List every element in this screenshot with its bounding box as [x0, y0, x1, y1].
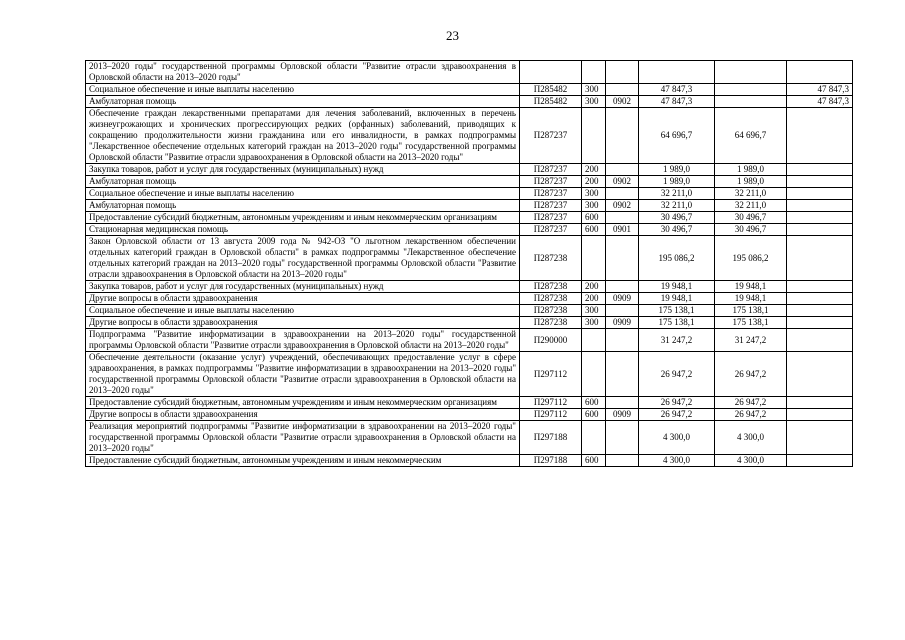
expense-type-cell: 600 [582, 397, 606, 409]
regional-amount-cell: 26 947,2 [715, 352, 787, 397]
total-amount-cell: 195 086,2 [639, 236, 715, 281]
target-article-cell: П290000 [520, 329, 582, 352]
description-cell: Другие вопросы в области здравоохранения [86, 293, 520, 305]
federal-amount-cell [787, 224, 853, 236]
section-subsection-cell [606, 397, 639, 409]
expense-type-cell: 300 [582, 84, 606, 96]
section-subsection-cell [606, 421, 639, 455]
table-row [86, 84, 853, 96]
table-row [86, 176, 853, 188]
total-amount-cell: 1 989,0 [639, 164, 715, 176]
expense-type-cell [582, 329, 606, 352]
regional-amount-cell: 175 138,1 [715, 317, 787, 329]
description-cell: Обеспечение деятельности (оказание услуг) учреждений, обеспечивающих предоставление услуг в сфере здравоохранения, в рамках подпрограммы "Развитие информатизации в здравоохранении на 2013–2020 годы" государственной программы Орловской области "Развитие отрасли здравоохранения в Орловской области на 2013–2020 годы" [86, 352, 520, 397]
federal-amount-cell [787, 329, 853, 352]
total-amount-cell: 26 947,2 [639, 409, 715, 421]
table-row [86, 329, 853, 352]
federal-amount-cell [787, 176, 853, 188]
federal-amount-cell [787, 455, 853, 467]
total-amount-cell: 26 947,2 [639, 352, 715, 397]
regional-amount-cell [715, 84, 787, 96]
regional-amount-cell: 175 138,1 [715, 305, 787, 317]
total-amount-cell [639, 61, 715, 84]
expense-type-cell: 200 [582, 281, 606, 293]
regional-amount-cell: 26 947,2 [715, 409, 787, 421]
budget-table [85, 60, 853, 467]
total-amount-cell: 30 496,7 [639, 224, 715, 236]
description-cell: Закупка товаров, работ и услуг для государственных (муниципальных) нужд [86, 281, 520, 293]
total-amount-cell: 4 300,0 [639, 455, 715, 467]
target-article-cell: П287237 [520, 176, 582, 188]
section-subsection-cell [606, 352, 639, 397]
section-subsection-cell [606, 61, 639, 84]
total-amount-cell: 19 948,1 [639, 281, 715, 293]
target-article-cell: П285482 [520, 96, 582, 108]
federal-amount-cell [787, 409, 853, 421]
regional-amount-cell: 32 211,0 [715, 200, 787, 212]
expense-type-cell: 300 [582, 188, 606, 200]
section-subsection-cell: 0902 [606, 200, 639, 212]
description-cell: Амбулаторная помощь [86, 96, 520, 108]
description-cell: Стационарная медицинская помощь [86, 224, 520, 236]
target-article-cell: П287238 [520, 305, 582, 317]
target-article-cell [520, 61, 582, 84]
total-amount-cell: 47 847,3 [639, 96, 715, 108]
expense-type-cell: 600 [582, 224, 606, 236]
section-subsection-cell [606, 281, 639, 293]
target-article-cell: П297112 [520, 352, 582, 397]
section-subsection-cell [606, 236, 639, 281]
description-cell: Социальное обеспечение и иные выплаты населению [86, 188, 520, 200]
table-row [86, 200, 853, 212]
regional-amount-cell: 195 086,2 [715, 236, 787, 281]
target-article-cell: П287237 [520, 200, 582, 212]
section-subsection-cell: 0902 [606, 176, 639, 188]
federal-amount-cell [787, 108, 853, 164]
federal-amount-cell [787, 317, 853, 329]
description-cell: Амбулаторная помощь [86, 200, 520, 212]
target-article-cell: П297188 [520, 455, 582, 467]
table-row [86, 236, 853, 281]
total-amount-cell: 175 138,1 [639, 317, 715, 329]
target-article-cell: П287237 [520, 164, 582, 176]
section-subsection-cell: 0909 [606, 317, 639, 329]
federal-amount-cell [787, 397, 853, 409]
total-amount-cell: 32 211,0 [639, 200, 715, 212]
federal-amount-cell [787, 164, 853, 176]
target-article-cell: П297112 [520, 409, 582, 421]
regional-amount-cell: 64 696,7 [715, 108, 787, 164]
table-row [86, 281, 853, 293]
total-amount-cell: 64 696,7 [639, 108, 715, 164]
section-subsection-cell: 0909 [606, 293, 639, 305]
table-row [86, 455, 853, 467]
target-article-cell: П287237 [520, 108, 582, 164]
expense-type-cell: 300 [582, 305, 606, 317]
federal-amount-cell [787, 200, 853, 212]
regional-amount-cell: 30 496,7 [715, 212, 787, 224]
description-cell: Другие вопросы в области здравоохранения [86, 409, 520, 421]
target-article-cell: П287238 [520, 293, 582, 305]
table-row [86, 96, 853, 108]
total-amount-cell: 26 947,2 [639, 397, 715, 409]
table-row [86, 188, 853, 200]
federal-amount-cell [787, 236, 853, 281]
description-cell: Предоставление субсидий бюджетным, автономным учреждениям и иным некоммерческим организациям [86, 397, 520, 409]
expense-type-cell: 300 [582, 96, 606, 108]
regional-amount-cell: 26 947,2 [715, 397, 787, 409]
regional-amount-cell [715, 61, 787, 84]
table-row [86, 409, 853, 421]
regional-amount-cell: 1 989,0 [715, 164, 787, 176]
target-article-cell: П287237 [520, 188, 582, 200]
description-cell: Подпрограмма "Развитие информатизации в здравоохранении на 2013–2020 годы" государственной программы Орловской области "Развитие отрасли здравоохранения в Орловской области на 2013–2020 годы" [86, 329, 520, 352]
section-subsection-cell [606, 212, 639, 224]
federal-amount-cell [787, 352, 853, 397]
regional-amount-cell: 4 300,0 [715, 455, 787, 467]
total-amount-cell: 31 247,2 [639, 329, 715, 352]
federal-amount-cell [787, 293, 853, 305]
regional-amount-cell [715, 96, 787, 108]
table-row [86, 421, 853, 455]
federal-amount-cell [787, 188, 853, 200]
regional-amount-cell: 30 496,7 [715, 224, 787, 236]
target-article-cell: П287238 [520, 281, 582, 293]
total-amount-cell: 30 496,7 [639, 212, 715, 224]
total-amount-cell: 1 989,0 [639, 176, 715, 188]
description-cell: Предоставление субсидий бюджетным, автономным учреждениям и иным некоммерческим организациям [86, 212, 520, 224]
description-cell: Другие вопросы в области здравоохранения [86, 317, 520, 329]
expense-type-cell: 200 [582, 164, 606, 176]
regional-amount-cell: 1 989,0 [715, 176, 787, 188]
federal-amount-cell: 47 847,3 [787, 84, 853, 96]
section-subsection-cell [606, 305, 639, 317]
description-cell: Социальное обеспечение и иные выплаты населению [86, 305, 520, 317]
target-article-cell: П287238 [520, 317, 582, 329]
table-row [86, 212, 853, 224]
target-article-cell: П287237 [520, 212, 582, 224]
section-subsection-cell [606, 329, 639, 352]
expense-type-cell [582, 236, 606, 281]
target-article-cell: П297188 [520, 421, 582, 455]
federal-amount-cell [787, 212, 853, 224]
expense-type-cell: 300 [582, 200, 606, 212]
table-row [86, 305, 853, 317]
section-subsection-cell [606, 84, 639, 96]
expense-type-cell: 600 [582, 212, 606, 224]
regional-amount-cell: 32 211,0 [715, 188, 787, 200]
target-article-cell: П297112 [520, 397, 582, 409]
regional-amount-cell: 19 948,1 [715, 293, 787, 305]
target-article-cell: П287238 [520, 236, 582, 281]
description-cell: 2013–2020 годы" государственной программы Орловской области "Развитие отрасли здравоохранения в Орловской области на 2013–2020 годы" [86, 61, 520, 84]
total-amount-cell: 47 847,3 [639, 84, 715, 96]
section-subsection-cell: 0909 [606, 409, 639, 421]
page-number: 23 [446, 28, 459, 43]
table-body [86, 61, 853, 467]
federal-amount-cell [787, 305, 853, 317]
description-cell: Предоставление субсидий бюджетным, автономным учреждениям и иным некоммерческим [86, 455, 520, 467]
expense-type-cell [582, 108, 606, 164]
table-row [86, 224, 853, 236]
federal-amount-cell [787, 421, 853, 455]
description-cell: Социальное обеспечение и иные выплаты населению [86, 84, 520, 96]
table-row [86, 61, 853, 84]
expense-type-cell: 600 [582, 409, 606, 421]
section-subsection-cell [606, 108, 639, 164]
expense-type-cell: 600 [582, 455, 606, 467]
section-subsection-cell: 0902 [606, 96, 639, 108]
regional-amount-cell: 19 948,1 [715, 281, 787, 293]
section-subsection-cell [606, 188, 639, 200]
description-cell: Закупка товаров, работ и услуг для государственных (муниципальных) нужд [86, 164, 520, 176]
expense-type-cell [582, 61, 606, 84]
section-subsection-cell [606, 455, 639, 467]
table-row [86, 317, 853, 329]
section-subsection-cell: 0901 [606, 224, 639, 236]
regional-amount-cell: 4 300,0 [715, 421, 787, 455]
table-row [86, 397, 853, 409]
table-row [86, 352, 853, 397]
table-row [86, 293, 853, 305]
expense-type-cell [582, 352, 606, 397]
federal-amount-cell: 47 847,3 [787, 96, 853, 108]
federal-amount-cell [787, 61, 853, 84]
regional-amount-cell: 31 247,2 [715, 329, 787, 352]
expense-type-cell [582, 421, 606, 455]
expense-type-cell: 200 [582, 293, 606, 305]
total-amount-cell: 32 211,0 [639, 188, 715, 200]
description-cell: Обеспечение граждан лекарственными препаратами для лечения заболеваний, включенных в перечень жизнеугрожающих и хронических прогрессирующих редких (орфанных) заболеваний, приводящих к сокращению продолжительности жизни гражданина или его инвалидности, в рамках подпрограммы "Лекарственное обеспечение отдельных категорий граждан на 2013–2020 годы" государственной программы Орловской области "Развитие отрасли здравоохранения в Орловской области на 2013–2020 годы" [86, 108, 520, 164]
total-amount-cell: 4 300,0 [639, 421, 715, 455]
description-cell: Закон Орловской области от 13 августа 2009 года № 942-ОЗ "О льготном лекарственном обеспечении отдельных категорий граждан в Орловской области" в рамках подпрограммы "Лекарственное обеспечение отдельных категорий граждан на 2013–2020 годы" государственной программы Орловской области "Развитие отрасли здравоохранения в Орловской области на 2013–2020 годы" [86, 236, 520, 281]
federal-amount-cell [787, 281, 853, 293]
table-row [86, 164, 853, 176]
expense-type-cell: 200 [582, 176, 606, 188]
total-amount-cell: 175 138,1 [639, 305, 715, 317]
target-article-cell: П285482 [520, 84, 582, 96]
section-subsection-cell [606, 164, 639, 176]
total-amount-cell: 19 948,1 [639, 293, 715, 305]
expense-type-cell: 300 [582, 317, 606, 329]
description-cell: Амбулаторная помощь [86, 176, 520, 188]
target-article-cell: П287237 [520, 224, 582, 236]
table-row [86, 108, 853, 164]
description-cell: Реализация мероприятий подпрограммы "Развитие информатизации в здравоохранении на 2013–2020 годы" государственной программы Орловской области "Развитие отрасли здравоохранения в Орловской области на 2013–2020 годы" [86, 421, 520, 455]
